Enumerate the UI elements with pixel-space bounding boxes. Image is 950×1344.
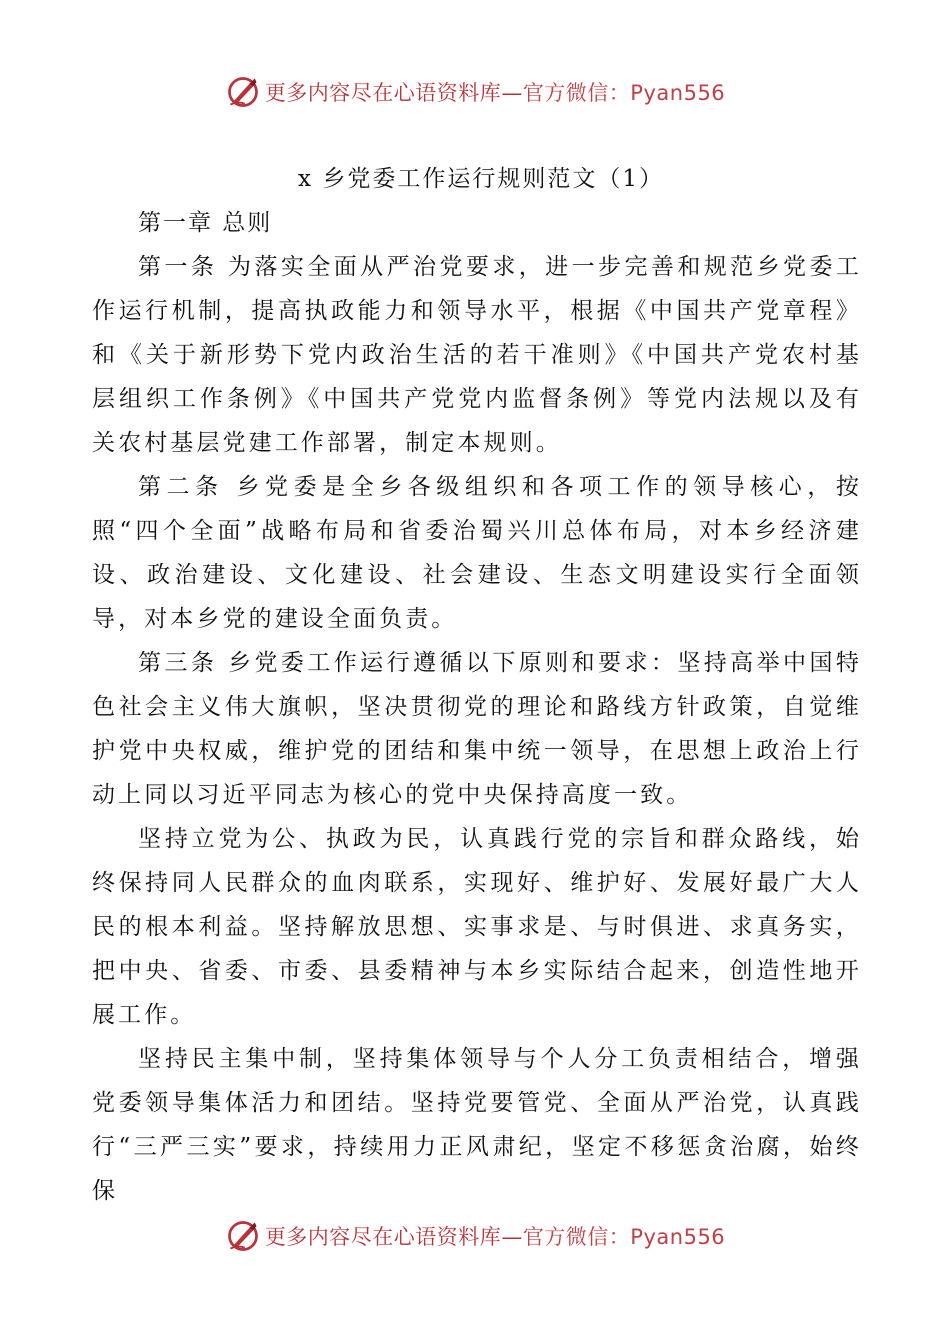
footer-banner <box>0 1216 950 1256</box>
banner-text <box>265 77 725 107</box>
pen-logo-icon <box>225 74 261 110</box>
banner-dash: — <box>501 1225 523 1249</box>
header-banner <box>0 72 950 112</box>
banner-wechat: 官方微信：Pyan556 <box>522 1225 726 1249</box>
pen-logo-icon <box>225 1218 261 1254</box>
chapter-heading: 第一章 总则 <box>138 210 273 236</box>
paragraph-article-1: 第一条 为落实全面从严治党要求，进一步完善和规范乡党委工作运行机制，提高执政能力和领导水平，根据《中国共产党章程》和《关于新形势下党内政治生活的若干准则》《中国共产党农村基层组织工作条例》《中国共产党党内监督条例》等党内法规以及有关农村基层党建工作部署，制定本规则。 <box>92 254 862 456</box>
banner-wechat: 官方微信：Pyan556 <box>522 81 726 105</box>
document-title: x 乡党委工作运行规则范文（1） <box>298 166 664 192</box>
paragraph-article-3: 第三条 乡党委工作运行遵循以下原则和要求：坚持高举中国特色社会主义伟大旗帜，坚决贯彻党的理论和路线方针政策，自觉维护党中央权威，维护党的团结和集中统一领导，在思想上政治上行动上同以习近平同志为核心的党中央保持高度一致。 <box>92 650 862 808</box>
banner-dash: — <box>501 81 523 105</box>
banner-slogan: 更多内容尽在心语资料库 <box>264 1225 502 1249</box>
document-body <box>92 157 862 1213</box>
paragraph-article-2: 第二条 乡党委是全乡各级组织和各项工作的领导核心，按照“四个全面”战略布局和省委治蜀兴川总体布局，对本乡经济建设、政治建设、文化建设、社会建设、生态文明建设实行全面领导，对本乡党的建设全面负责。 <box>92 474 862 632</box>
banner-text <box>265 1221 725 1251</box>
paragraph-principle-2: 坚持民主集中制，坚持集体领导与个人分工负责相结合，增强党委领导集体活力和团结。坚持党要管党、全面从严治党，认真践行“三严三实”要求，持续用力正风肃纪，坚定不移惩贪治腐，始终保 <box>92 1046 862 1204</box>
paragraph-principle-1: 坚持立党为公、执政为民，认真践行党的宗旨和群众路线，始终保持同人民群众的血肉联系，实现好、维护好、发展好最广大人民的根本利益。坚持解放思想、实事求是、与时俱进、求真务实，把中央、省委、市委、县委精神与本乡实际结合起来，创造性地开展工作。 <box>92 826 862 1028</box>
banner-slogan: 更多内容尽在心语资料库 <box>264 81 502 105</box>
